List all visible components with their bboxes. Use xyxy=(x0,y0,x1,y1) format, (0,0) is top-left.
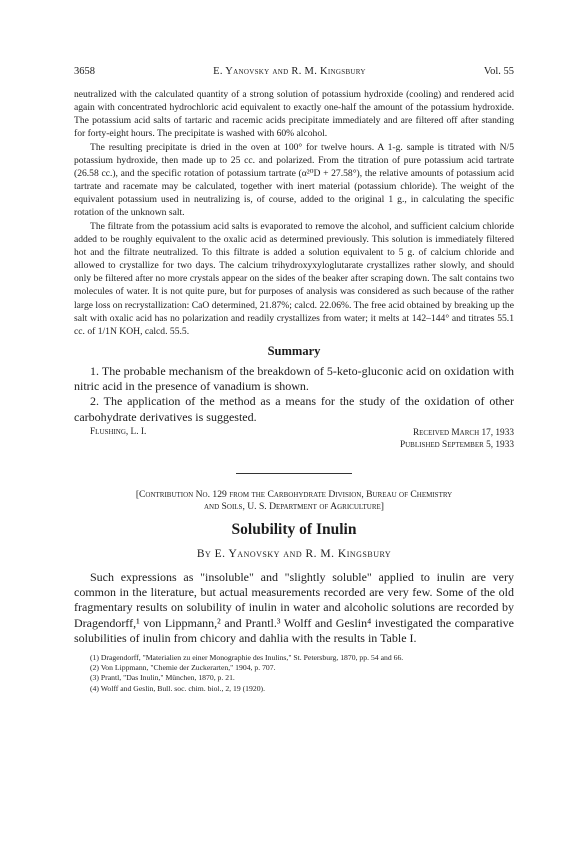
summary-item: 2. The application of the method as a means for the study of the oxidation of other carbohydrate derivatives is suggested. xyxy=(74,394,514,424)
received-date: Received March 17, 1933 xyxy=(412,427,514,438)
paragraph: neutralized with the calculated quantity of a strong solution of potassium hydroxide (cooling) and rendered acid again with concentrated hydrochloric acid equivalent to exactly one-half the amount of the potassium hydroxide. The potassium acid salts of tartaric and racemic acids precipitate immediately and are filtered off after standing for forty-eight hours. The precipitate is washed with 60% alcohol. xyxy=(74,89,514,140)
contribution-note xyxy=(74,489,514,513)
running-head-authors: E. Yanovsky and R. M. Kingsbury xyxy=(213,66,366,77)
article-title: Solubility of Inulin xyxy=(231,520,357,538)
footnote: (3) Prantl, "Das Inulin," München, 1870, p. 21. xyxy=(90,673,235,683)
page-number: 3658 xyxy=(74,66,95,77)
paragraph: The resulting precipitate is dried in the oven at 100° for twelve hours. A 1-g. sample is titrated with N/5 potassium hydroxide, then made up to 25 cc. and polarized. From the titration of pure potassium acid tartrate (26.58 cc.), and the specific rotation of potassium tartrate (α²⁰D + 27.58°), the relative amounts of potassium acid tartrate and racemate may be calculated, together with inert material (potassium chloride). The weight of the equivalent potassium used in neutralizing is, of course, added to the original 1 g., in calculating the specific rotation of the unknown salt. xyxy=(74,141,514,219)
footnotes xyxy=(74,653,514,693)
contribution-line: [Contribution No. 129 from the Carbohydrate Division, Bureau of Chemistry xyxy=(135,488,453,500)
summary-list xyxy=(74,364,514,425)
paragraph: The filtrate from the potassium acid salts is evaporated to remove the alcohol, and sufficient calcium chloride added to be roughly equivalent to the oxalic acid as determined previously. This solution is immediately filtered hot and the filtrate neutralized. To this filtrate is added a solution equivalent to 5 g. of calcium chloride and allowed to crystallize for two days. The calcium trihydroxyxyloglutarate crystallizes rather slowly, and should only be filtered after no more crystals appear on the sides of the beaker after scraping down. The salt contains two molecules of water. It is not quite pure, but for purposes of analysis was considered as such because of the rather large loss on recrystallization: CaO determined, 21.87%; calcd. 22.06%. The free acid obtained by breaking up the salt with oxalic acid has no polarization and readily crystallizes from water; it melts at 142–144° and titrates 55.1 cc. of 1/1N KOH, calcd. 55.5. xyxy=(74,220,514,337)
footnote: (4) Wolff and Geslin, Bull. soc. chim. biol., 2, 19 (1920). xyxy=(90,683,266,693)
journal-page xyxy=(74,66,514,694)
article-body: Such expressions as "insoluble" and "slightly soluble" applied to inulin are very common in the literature, but actual measurements recorded are very few. Some of the old fragmentary results on solubility of inulin in water and alcoholic solutions are recorded by Dragendorff,¹ von Lippmann,² and Prantl.³ Wolff and Geslin⁴ investigated the comparative solubilities of inulin from chicory and dahlia with the results in Table I. xyxy=(74,569,514,645)
running-head xyxy=(74,66,514,83)
date-block xyxy=(400,427,514,451)
contribution-line: and Soils, U. S. Department of Agriculture] xyxy=(203,500,384,512)
experimental-text xyxy=(74,88,514,338)
section-divider xyxy=(236,473,352,474)
author-location: Flushing, L. I. xyxy=(90,426,147,437)
footnote: (1) Dragendorff, "Materialien zu einer Monographie des Inulins," St. Petersburg, 1870, pp. 54 and 66. xyxy=(90,653,404,663)
summary-item: 1. The probable mechanism of the breakdown of 5-keto-gluconic acid on oxidation with nitric acid in the presence of vanadium is shown. xyxy=(74,363,514,394)
signature-block xyxy=(74,427,514,451)
volume-label: Vol. 55 xyxy=(483,66,514,77)
summary-heading: Summary xyxy=(267,343,321,358)
article-byline: By E. Yanovsky and R. M. Kingsbury xyxy=(196,547,392,560)
published-date: Published September 5, 1933 xyxy=(399,439,514,450)
footnote: (2) Von Lippmann, "Chemie der Zuckerarten," 1904, p. 707. xyxy=(90,663,276,673)
